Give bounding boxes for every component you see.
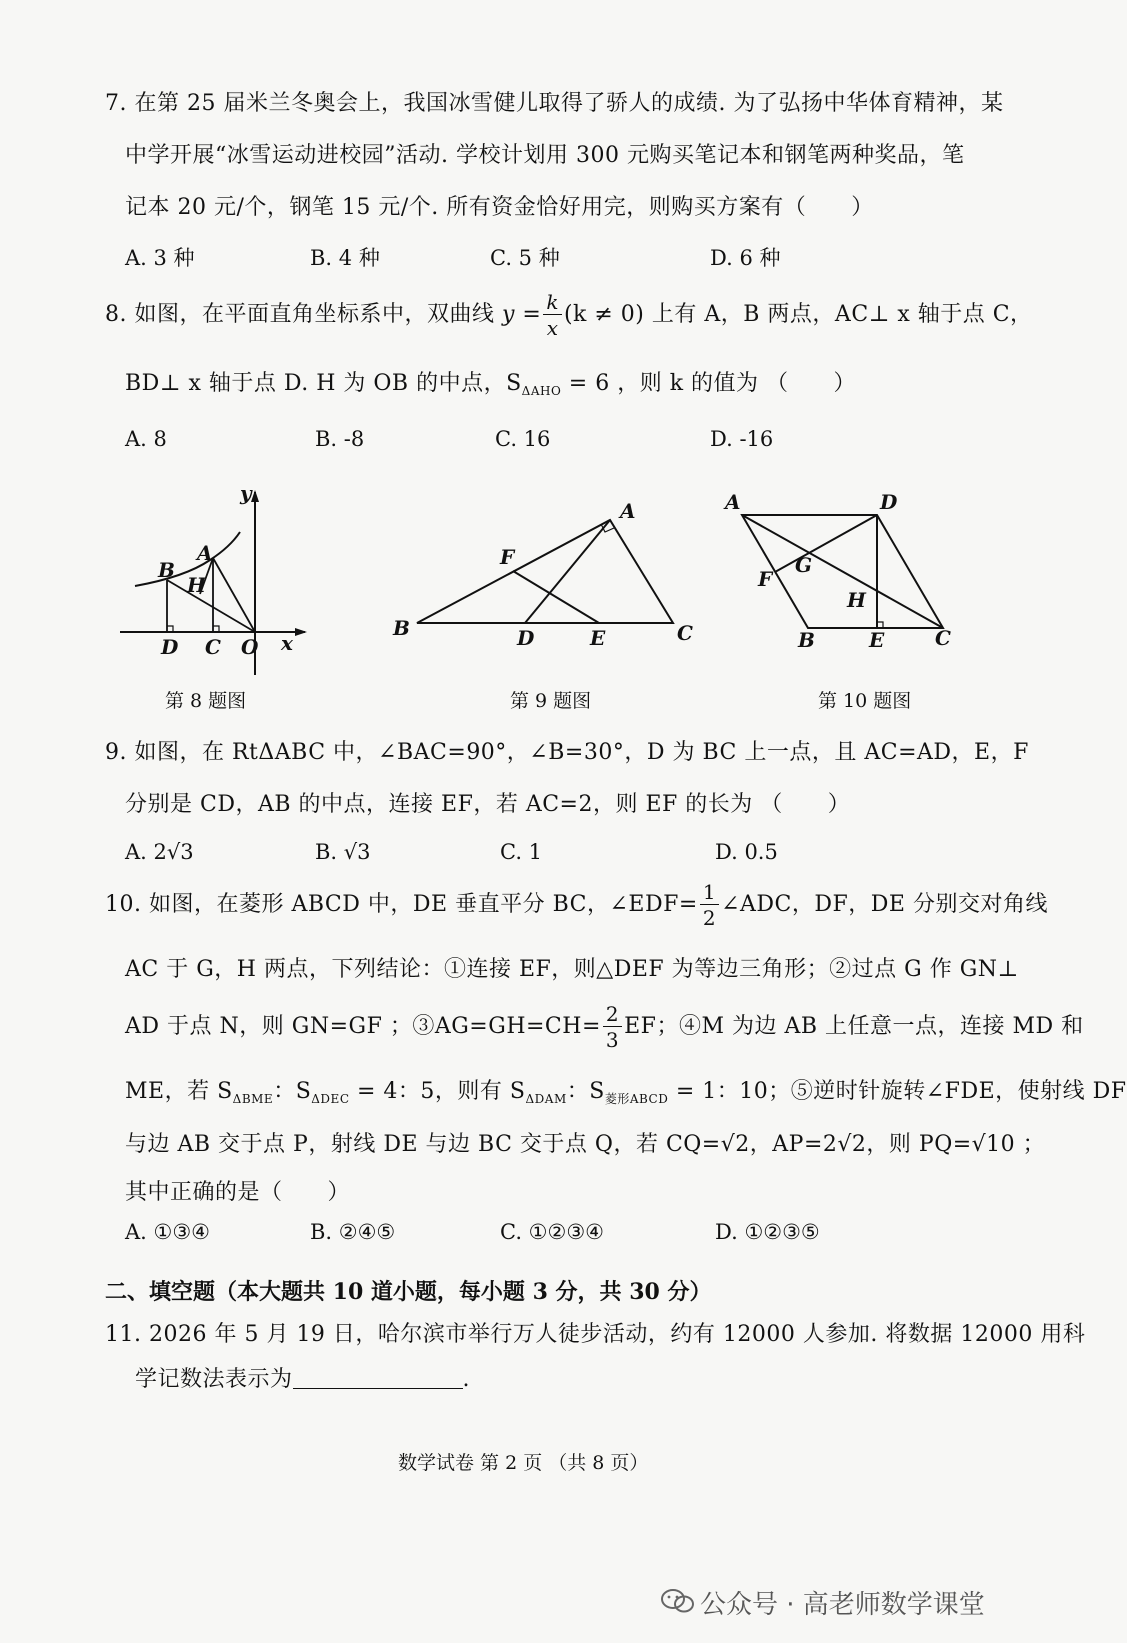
fig8-label-y: y: [240, 481, 252, 505]
q10-line4a: ME，若 S: [125, 1079, 233, 1104]
fig8-caption: 第 8 题图: [165, 690, 247, 712]
fig8-ao: [213, 558, 255, 632]
q7-line2: 中学开展“冰雪运动进校园”活动. 学校计划用 300 元购买笔记本和钢笔两种奖品，笔: [125, 143, 965, 168]
q10-line4d: ：S: [566, 1079, 605, 1104]
q10-sub-bme: ΔBME: [232, 1092, 274, 1106]
fig8-bo: [167, 580, 255, 632]
q11-line2: [135, 1362, 470, 1393]
fig10-df: [775, 515, 877, 572]
q11-line2-period: .: [462, 1367, 471, 1392]
q10-sub-dec: ΔDEC: [311, 1092, 350, 1106]
q10-line5: 与边 AB 交于点 P，射线 DE 与边 BC 交于点 Q，若 CQ=√2，AP=2√2，则 PQ=√10 ；: [125, 1132, 1046, 1157]
q8-line2a: BD⊥ x 轴于点 D. H 为 OB 的中点，S: [125, 371, 522, 396]
figure-8: [115, 480, 315, 680]
q8-suffix: 上有 A，B 两点，AC⊥ x 轴于点 C，: [644, 302, 1033, 327]
wechat-icon: [660, 1588, 696, 1614]
q8-frac-num: k: [543, 292, 562, 315]
q10-line4: [125, 1074, 1127, 1107]
q7-option-c: C. 5 种: [490, 246, 560, 270]
q9-option-d: D. 0.5: [715, 840, 778, 864]
fig10-label-a: A: [725, 490, 741, 514]
q8-line2: [125, 366, 856, 398]
fig9-label-c: C: [677, 621, 693, 645]
q11-answer-blank[interactable]: [293, 1368, 463, 1389]
q10-option-a: A. ①③④: [125, 1220, 210, 1244]
fig8-label-h: H: [187, 573, 206, 597]
figure-9: [385, 490, 695, 680]
fig10-label-f: F: [758, 567, 773, 591]
q10-half-num: 1: [700, 882, 719, 905]
q9-line2: 分别是 CD，AB 的中点，连接 EF，若 AC=2，则 EF 的长为 （ ）: [125, 792, 851, 817]
fig10-label-g: G: [795, 553, 813, 577]
fig9-label-f: F: [500, 545, 515, 569]
q8-option-b: B. -8: [315, 427, 365, 451]
q7-option-d: D. 6 种: [710, 246, 781, 270]
fig8-label-x: x: [281, 631, 293, 655]
q10-line1: [105, 882, 1048, 928]
q10-two-thirds-fraction: [603, 1004, 622, 1050]
fig8-y-arrow: [251, 490, 259, 502]
q9-line1: 9. 如图，在 RtΔABC 中，∠BAC=90°，∠B=30°，D 为 BC 上一点，且 AC=AD，E，F: [105, 740, 1029, 765]
fig10-label-b: B: [798, 628, 815, 652]
q10-two-den: 3: [605, 1028, 620, 1052]
q10-line3a: AD 于点 N，则 GN=GF ；③AG=GH=CH=: [125, 1014, 601, 1039]
section-2-heading: 二、填空题（本大题共 10 道小题，每小题 3 分，共 30 分）: [105, 1279, 712, 1305]
q8-fraction: [543, 292, 562, 338]
q11-line2-text: 学记数法表示为: [135, 1367, 293, 1392]
q10-sub-rhombus: 菱形ABCD: [604, 1092, 669, 1106]
q7-options: [125, 242, 925, 272]
q9-option-b: B. √3: [315, 840, 371, 864]
q7-line1: 7. 在第 25 届米兰冬奥会上，我国冰雪健儿取得了骄人的成绩. 为了弘扬中华体育精神，某: [105, 91, 1004, 116]
q10-half-den: 2: [702, 906, 717, 930]
q10-line3b: EF；④M 为边 AB 上任意一点，连接 MD 和: [624, 1014, 1084, 1039]
q10-line3: [125, 1004, 1084, 1050]
q8-option-a: A. 8: [125, 427, 167, 451]
q9-options: [125, 840, 925, 870]
q9-option-c: C. 1: [500, 840, 543, 864]
q8-options: [125, 427, 925, 457]
watermark-text: 公众号 · 高老师数学课堂: [700, 1590, 985, 1620]
q8-line1: [105, 292, 1033, 338]
q10-line4b: ：S: [273, 1079, 312, 1104]
fig10-label-h: H: [847, 588, 866, 612]
q10-half-fraction: [700, 882, 719, 928]
q10-line1a: 10. 如图，在菱形 ABCD 中，DE 垂直平分 BC，∠EDF=: [105, 892, 698, 917]
q10-line4e: = 1：10；⑤逆时针旋转∠FDE，使射线 DF: [668, 1079, 1127, 1104]
q10-option-b: B. ②④⑤: [310, 1220, 396, 1244]
fig10-label-c: C: [935, 626, 951, 650]
fig10-label-e: E: [869, 628, 885, 652]
fig8-label-o: O: [241, 635, 259, 659]
q8-y-eq: y =: [501, 302, 542, 327]
q8-line2b: = 6 ，则 k 的值为 （ ）: [561, 371, 857, 396]
q9-option-a: A. 2√3: [125, 840, 194, 864]
q10-line2: AC 于 G，H 两点，下列结论：①连接 EF，则△DEF 为等边三角形；②过点 G 作 GN⊥: [125, 957, 1019, 982]
q10-options: [125, 1220, 925, 1250]
q8-cond: (k ≠ 0): [563, 302, 645, 327]
figure-10: [720, 490, 960, 685]
fig9-caption: 第 9 题图: [510, 690, 592, 712]
q8-frac-den: x: [546, 316, 559, 340]
page-footer: 数学试卷 第 2 页 （共 8 页）: [398, 1452, 649, 1474]
fig8-label-b: B: [158, 558, 175, 582]
fig9-label-e: E: [590, 626, 606, 650]
q10-option-c: C. ①②③④: [500, 1220, 604, 1244]
fig8-label-d: D: [161, 635, 179, 659]
fig10-label-d: D: [880, 490, 898, 514]
q8-option-d: D. -16: [710, 427, 774, 451]
q8-option-c: C. 16: [495, 427, 551, 451]
q10-line4c: = 4：5，则有 S: [349, 1079, 526, 1104]
q8-prefix: 8. 如图，在平面直角坐标系中，双曲线: [105, 302, 502, 327]
fig10-caption: 第 10 题图: [818, 690, 912, 712]
q10-line6: 其中正确的是（ ）: [125, 1180, 351, 1205]
fig8-x-arrow: [295, 628, 307, 636]
q8-area-subscript: ΔAHO: [521, 384, 562, 398]
q10-sub-dam: ΔDAM: [525, 1092, 567, 1106]
fig9-triangle: [417, 520, 673, 623]
fig8-label-c: C: [205, 635, 221, 659]
q7-option-b: B. 4 种: [310, 246, 380, 270]
fig9-label-a: A: [620, 499, 636, 523]
fig9-label-d: D: [517, 626, 535, 650]
fig9-ad: [525, 520, 610, 623]
q7-line3: 记本 20 元/个，钢笔 15 元/个. 所有资金恰好用完，则购买方案有（ ）: [125, 195, 874, 220]
q10-two-num: 2: [603, 1004, 622, 1027]
q10-line1b: ∠ADC，DF，DE 分别交对角线: [721, 892, 1048, 917]
fig9-label-b: B: [393, 616, 410, 640]
q7-option-a: A. 3 种: [125, 246, 195, 270]
q11-line1: 11. 2026 年 5 月 19 日，哈尔滨市举行万人徒步活动，约有 12000 人参加. 将数据 12000 用科: [105, 1322, 1086, 1347]
fig8-label-a: A: [197, 541, 213, 565]
q10-option-d: D. ①②③⑤: [715, 1220, 820, 1244]
fig9-fe: [513, 571, 599, 623]
